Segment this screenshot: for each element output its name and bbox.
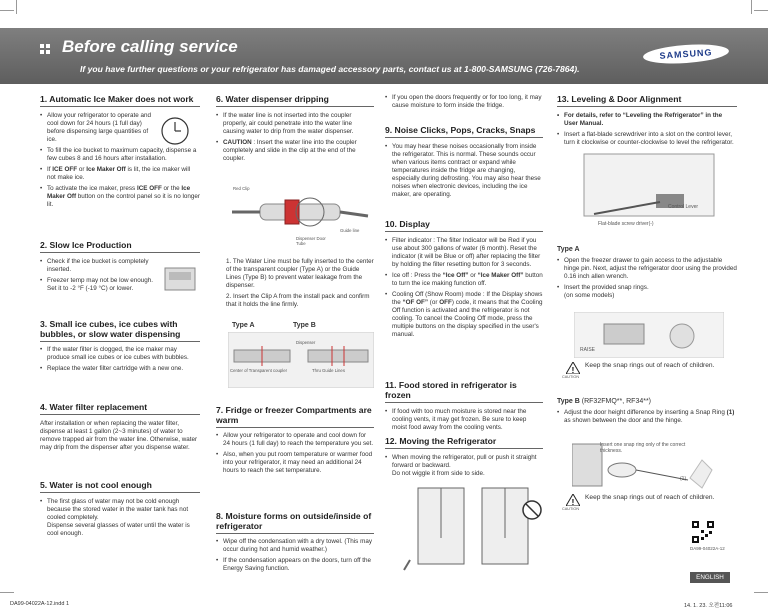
section-11-title: 11. Food stored in refrigerator is frozen [385,380,543,403]
list-item: • Allow your refrigerator to operate and cool down for 24 hours (1 full day) before dispensing large quantities of ice. [40,112,200,144]
caution-label: CAUTION [562,507,580,511]
svg-text:!: ! [571,366,575,374]
section-8-title: 8. Moisture forms on outside/inside of refrigerator [216,512,374,534]
caution-text-2: Keep the snap rings out of reach of children. [585,494,715,501]
crop-mark [751,0,752,14]
section-3 [40,320,200,376]
list-item: • When moving the refrigerator, pull or push it straight forward or backward. Do not wiggle it from side to side. [385,454,543,478]
column-1 [40,94,200,212]
page-title: Before calling service [62,37,238,56]
list-item: • Open the freezer drawer to gain access to the adjustable hinge pin. Next, adjust the refrigerator door using the provided 0.16 inch allen wrench. [557,257,737,281]
note-1: 1. The Water Line must be fully inserted to the center of the transparent coupler (Type A) or the Guide Lines (Type B) to prevent water leakage from the dispenser. [226,258,374,289]
section-12 [385,436,543,481]
section-2-title: 2. Slow Ice Production [40,240,200,253]
section-8-continued [385,94,543,113]
type-a-heading: Type A [557,246,580,253]
section-10 [385,219,543,342]
type-b-heading: Type B (RF32FMQ**, RF34**) [557,398,652,405]
section-6-title: 6. Water dispenser dripping [216,94,374,107]
list-item: • Replace the water filter cartridge with a new one. [40,365,200,373]
section-7-title: 7. Fridge or freezer Compartments are warm [216,406,374,428]
label-red-clip: Red Clip [233,186,250,191]
dots-icon [40,44,54,54]
document-code: DA99-04022A-12 [690,546,725,551]
list-item: • Filter indicator : The filter Indicator will be Red if you use about 300 gallons of water (6 month). Reset the indicator (it will be Blue or off) after replacing the filter by holding the filter resetting button for 3 seconds. [385,237,543,269]
caution-label: CAUTION [562,375,580,379]
samsung-logo-text: SAMSUNG [659,47,713,61]
crop-mark [754,10,768,11]
crop-mark [0,10,14,11]
list-item: • Also, when you put room temperature or warmer food into your refrigerator, it may need an additional 24 hours to reach the set temperature. [216,451,374,475]
section-6 [216,94,374,166]
section-13-type-a [557,246,737,303]
qr-code [692,521,714,543]
section-4 [40,402,200,455]
crop-mark [0,592,14,593]
label-dispenser-door-tube: Dispenser Door Tube [296,236,326,246]
page-subtitle: If you have further questions or your refrigerator has damaged accessory parts, contact us at 1-800-SAMSUNG (726-7864). [80,64,580,74]
footer-timestamp: 14. 1. 23. 오전11:06 [684,603,733,609]
list-item: • Adjust the door height difference by inserting a Snap Ring (1) as shown between the door and the hinge. [557,409,737,425]
section-5 [40,480,200,541]
section-13-title: 13. Leveling & Door Alignment [557,94,737,107]
footer-file-name: DA99-04022A-12.indd 1 [10,601,70,607]
caution-text-1: Keep the snap rings out of reach of children. [585,362,715,369]
section-9-title: 9. Noise Clicks, Pops, Cracks, Snaps [385,125,543,138]
section-13-type-b [557,398,737,428]
list-item: • If the water filter is clogged, the ice maker may produce small ice cubes or ice cubes with bubbles. [40,346,200,362]
list-item: • To fill the ice bucket to maximum capacity, dispense a few cubes 8 and 16 hours after installation. [40,147,200,163]
crop-mark [16,0,17,14]
crop-mark [754,592,768,593]
section-6-notes [226,258,374,312]
list-item: • Insert a flat-blade screwdriver into a slot on the control lever, turn it clockwise or counter-clockwise to level the refrigerator. [557,131,737,147]
list-item: • Cooling Off (Show Room) mode : If the Display shows the “OF OF” (or OFF) code, it means that the Cooling Off function is activated and the refrigerator is not cooling. To cancel the Cooling Off mode, press the multiple buttons on the display specified in the user's manual. [385,291,543,339]
list-item: • If the condensation appears on the doors, turn off the Energy Saving function. [216,557,374,573]
list-item: • Allow your refrigerator to operate and cool down for 24 hours (1 full day) to reach the temperature you set. [216,432,374,448]
list-item: • Check if the ice bucket is completely inserted. [40,258,200,274]
clock-icon [160,116,190,146]
section-13 [557,94,737,150]
label-one: (1) [680,476,687,482]
section-11 [385,380,543,435]
note-2: 2. Insert the Clip A from the install pack and confirm that it holds the line firmly. [226,293,370,308]
ice-bucket-image [162,262,198,294]
list-item: • If you open the doors frequently or for too long, it may cause moisture to form inside the fridge. [385,94,543,110]
section-10-title: 10. Display [385,219,543,232]
list-item: • Freezer temp may not be low enough. Set it to -2 °F (-19 °C) or lower. [40,277,200,293]
label-screwdriver: Flat-blade screw driver(-) [598,221,654,227]
list-item: • Insert the provided snap rings. (on some models) [557,284,737,300]
section-4-text: After installation or when replacing the water filter, dispense at least 1 gallon (2~3 minutes) of water to remove trapped air from the water line. Otherwise, water may drip from the dispenser after you dispense water. [40,420,198,451]
list-item: • CAUTION : Insert the water line into the coupler completely and slide in the clip at the end of the coupler. [216,139,374,163]
list-item: • You may hear these noises occasionally from inside the refrigerator. This is normal. These sounds occur when various items contract or expand while temperatures inside the fridge are changing, especially during defrosting. You may also hear these noises when electronic devices, including the ice maker, are operating. [385,143,543,199]
section-3-title: 3. Small ice cubes, ice cubes with bubbles, or slow water dispensing [40,320,200,342]
type-b-label: Type B [293,322,316,329]
leveling-diagram [564,150,734,230]
caution-icon [566,362,580,374]
label-center-coupler: Center of Transparent coupler [230,368,288,373]
list-item: • The first glass of water may not be cold enough because the stored water in the water tank has not cooled completely. Dispense several glasses of water until the water is cool enough. [40,498,200,538]
list-item: • If the water line is not inserted into the coupler properly, air could penetrate into the water line causing water to drip from the water dispenser. [216,112,374,136]
label-thru-guide-lines: Thru Guide Lines [312,368,345,373]
list-item: • Ice off : Press the “Ice Off” or “Ice Maker Off” button to turn the ice making function off. [385,272,543,288]
section-4-title: 4. Water filter replacement [40,402,200,415]
list-item: • For details, refer to “Leveling the Refrigerator” in the User Manual. [557,112,737,128]
list-item: • To activate the ice maker, press ICE OFF or the Ice Maker Off button on the control panel so it is no longer lit. [40,185,200,209]
section-12-title: 12. Moving the Refrigerator [385,436,543,449]
snap-ring-diagram [574,312,724,358]
svg-text:!: ! [571,498,575,506]
list-item: • If food with too much moisture is stored near the cooling vents, it may get frozen. Be sure to keep moist food away from the cooling vents. [385,408,543,432]
label-guide-line: Guide line [340,228,360,233]
section-1-title: 1. Automatic Ice Maker does not work [40,94,200,107]
moving-refrigerator-illustration [400,478,548,576]
caution-icon [566,494,580,506]
type-a-label: Type A [232,322,255,329]
section-5-title: 5. Water is not cool enough [40,480,200,493]
label-insert-snap-ring: Insert one snap ring only of the correct thickness. [600,442,686,454]
label-control-lever: Control Lever [668,204,699,210]
section-7 [216,406,374,478]
list-item: • Wipe off the condensation with a dry towel. (This may occur during hot and humid weather.) [216,538,374,554]
label-dispenser: Dispenser [296,340,316,345]
section-9 [385,125,543,202]
label-raise: RAISE [580,347,596,353]
list-item: • If ICE OFF or Ice Maker Off is lit, the ice maker will not make ice. [40,166,200,182]
language-badge: ENGLISH [690,572,730,583]
section-8 [216,512,374,576]
